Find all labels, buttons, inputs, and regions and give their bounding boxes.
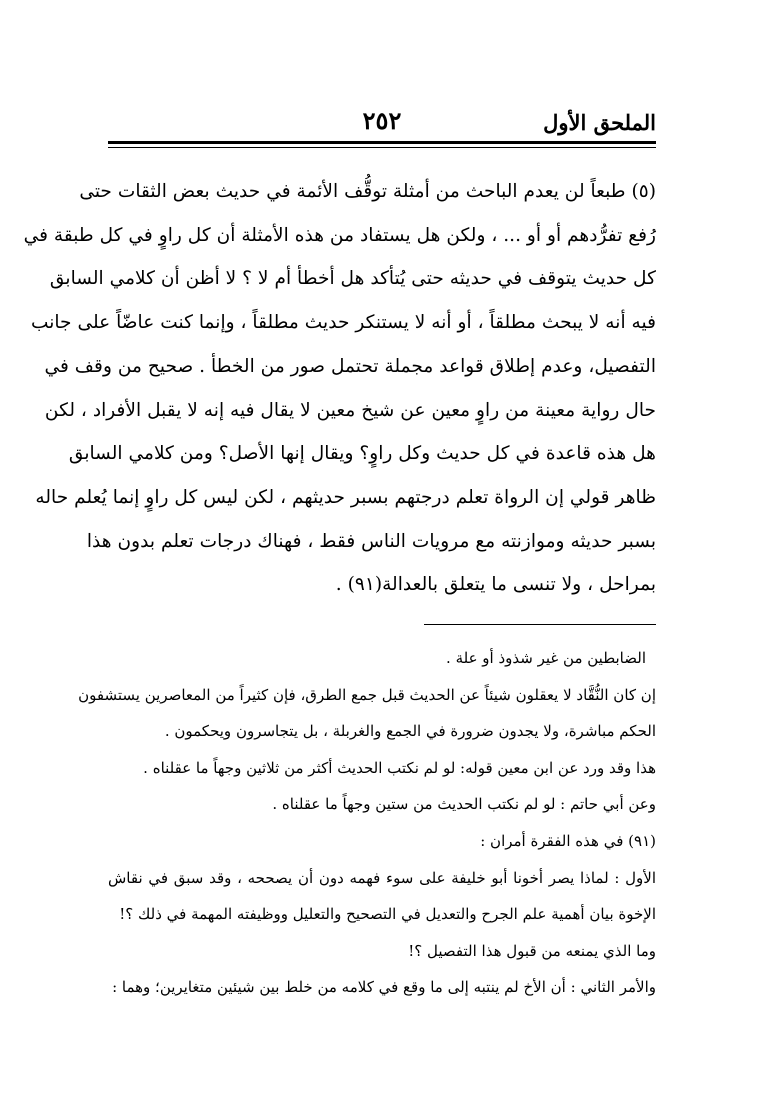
- running-title: الملحق الأول: [543, 110, 656, 135]
- footnote-line: الحكم مباشرة، ولا يجدون ضرورة في الجمع والغربلة ، بل يتجاسرون ويحكمون .: [164, 722, 656, 741]
- footnotes: [78, 640, 656, 1006]
- footnote-line: هذا وقد ورد عن ابن معين قوله: لو لم نكتب الحديث أكثر من ثلاثين وجهاً ما عقلناه .: [143, 758, 656, 777]
- text-line: هل هذه قاعدة في كل حديث وكل راوٍ؟ ويقال إنها الأصل؟ ومن كلامي السابق: [68, 443, 656, 465]
- header-rule-thick: [108, 141, 656, 144]
- text-line: فيه أنه لا يبحث مطلقاً ، أو أنه لا يستنكر حديث مطلقاً ، وإنما كنت عاضّاً على جانب: [30, 312, 656, 334]
- footnote-line: وعن أبي حاتم : لو لم نكتب الحديث من ستين وجهاً ما عقلناه .: [272, 795, 656, 814]
- text-line: بمراحل ، ولا تنسى ما يتعلق بالعدالة(٩١) .: [335, 574, 656, 596]
- header-rule-thin: [108, 147, 656, 148]
- footnote-separator: [424, 624, 656, 625]
- main-text: [23, 170, 656, 607]
- text-line: التفصيل، وعدم إطلاق قواعد مجملة تحتمل صور من الخطأ . صحيح من وقف في: [44, 355, 656, 377]
- text-line: (٥) طبعاً لن يعدم الباحث من أمثلة توقُّف الأئمة في حديث بعض الثقات حتى: [79, 181, 656, 202]
- page-number: ٢٥٢: [362, 106, 402, 135]
- footnote-line: الإخوة بيان أهمية علم الجرح والتعديل في التصحيح والتعليل ووظيفته المهمة في ذلك ؟!: [119, 905, 656, 924]
- footnote-line: الأول : لماذا يصر أخونا أبو خليفة على سوء فهمه دون أن يصححه ، وقد سبق في نقاش: [108, 868, 656, 887]
- footnote-line: إن كان النُّقَّاد لا يعقلون شيئاً عن الحديث قبل جمع الطرق، فإن كثيراً من المعاصرين يستشفون: [78, 685, 656, 704]
- text-line: بسبر حديثه وموازنته مع مرويات الناس فقط ، فهناك درجات تعلم بدون هذا: [86, 530, 656, 552]
- text-line: كل حديث يتوقف في حديثه حتى يُتأكد هل أخطأ أم لا ؟ لا أظن أن كلامي السابق: [49, 268, 656, 290]
- footnote-line: والأمر الثاني : أن الأخ لم ينتبه إلى ما وقع في كلامه من خلط بين شيئين متغايرين؛ وهما :: [112, 978, 656, 997]
- footnote-line: الضابطين من غير شذوذ أو علة .: [446, 649, 646, 667]
- text-line: ظاهر قولي إن الرواة تعلم درجتهم بسبر حديثهم ، لكن ليس كل راوٍ إنما يُعلم حاله: [35, 486, 656, 508]
- footnote-heading: (٩١) في هذه الفقرة أمران :: [480, 831, 656, 850]
- page-header: [108, 106, 656, 142]
- footnote-line: وما الذي يمنعه من قبول هذا التفصيل ؟!: [408, 941, 656, 960]
- text-line: رُفع تفرُّدهم أو أو ... ، ولكن هل يستفاد من هذه الأمثلة أن كل راوٍ في كل طبقة في: [23, 224, 656, 246]
- text-line: حال رواية معينة من راوٍ معين عن شيخ معين لا يقال فيه إنه لا يقبل الأفراد ، لكن: [44, 399, 656, 421]
